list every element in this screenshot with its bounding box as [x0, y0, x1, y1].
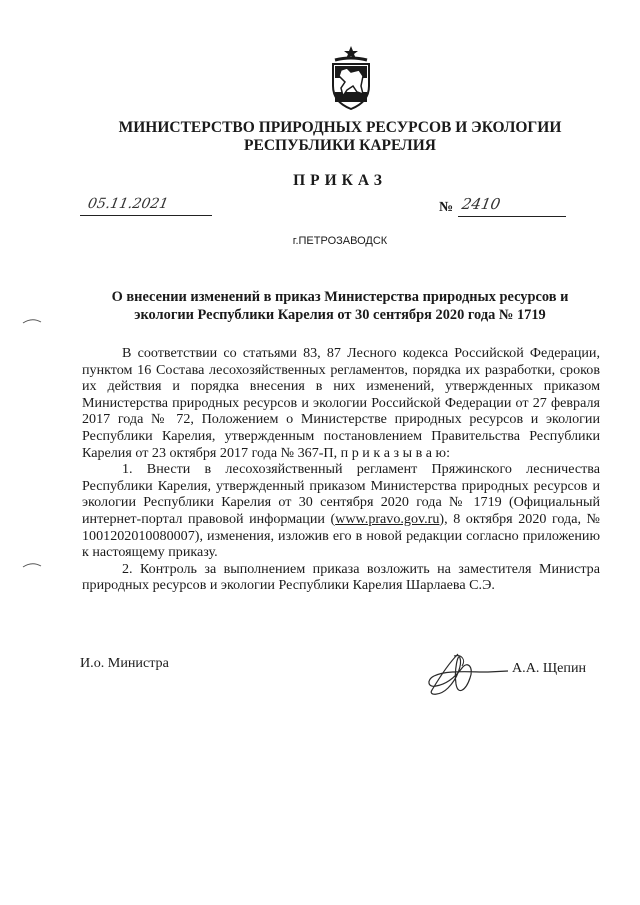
subject-line1: О внесении изменений в приказ Министерства природных ресурсов и: [111, 289, 569, 305]
item-1-paragraph: [82, 461, 600, 561]
coat-of-arms-icon: [329, 46, 373, 110]
signer-role: И.о. Министра: [80, 655, 169, 671]
subject-line2: экологии Республики Карелия от 30 сентября 2020 года № 1719: [134, 307, 546, 323]
order-date: 05.11.2021: [86, 196, 170, 212]
pravo-link[interactable]: www.pravo.gov.ru: [335, 510, 440, 527]
order-number-label: №: [439, 200, 454, 215]
ministry-name-line2: РЕСПУБЛИКИ КАРЕЛИЯ: [244, 137, 436, 154]
order-subject: [90, 288, 590, 324]
item-1-text-start: 1. Внести в лесохозяйственный регламент Пряжинского лесничества Республики Карелия, утвержденный приказом Министерства природных ресурсов и экологии Республики Карелия от 30 сентября 2020 года № 1719 (Официальный интернет-портал правовой информации (: [82, 461, 600, 527]
document-type: ПРИКАЗ: [293, 172, 387, 189]
order-body: [82, 345, 600, 594]
order-number: 2410: [460, 195, 502, 213]
hole-punch-mark: [22, 318, 42, 324]
preamble-paragraph: В соответствии со статьями 83, 87 Лесного кодекса Российской Федерации, пунктом 16 Состава лесохозяйственных регламентов, порядка их разработки, сроков их действия и порядка внесения в них изменений, утвержденных приказом Министерства природных ресурсов и экологии Российской Федерации от 27 февраля 2017 года № 72, Положением о Министерстве природных ресурсов и экологии Республики Карелия, утвержденным постановлением Правительства Республики Карелия от 23 октября 2017 года № 367-П, п р и к а з ы в а ю:: [82, 345, 600, 461]
item-1-text-end: ), 8 октября 2020 года, № 1001202010080007), изменения, изложив его в новой редакции согласно приложению к настоящему приказу.: [82, 510, 600, 561]
hole-punch-mark: [22, 562, 42, 568]
item-2-paragraph: 2. Контроль за выполнением приказа возложить на заместителя Министра природных ресурсов и экологии Республики Карелия Шарлаева С.Э.: [82, 560, 600, 594]
ministry-name-line1: МИНИСТЕРСТВО ПРИРОДНЫХ РЕСУРСОВ И ЭКОЛОГИИ: [118, 119, 562, 136]
number-underline: [458, 216, 566, 217]
handwritten-signature: [418, 650, 510, 700]
city: г.ПЕТРОЗАВОДСК: [292, 235, 388, 247]
signer-name: А.А. Щепин: [512, 660, 587, 676]
date-underline: [80, 215, 212, 216]
